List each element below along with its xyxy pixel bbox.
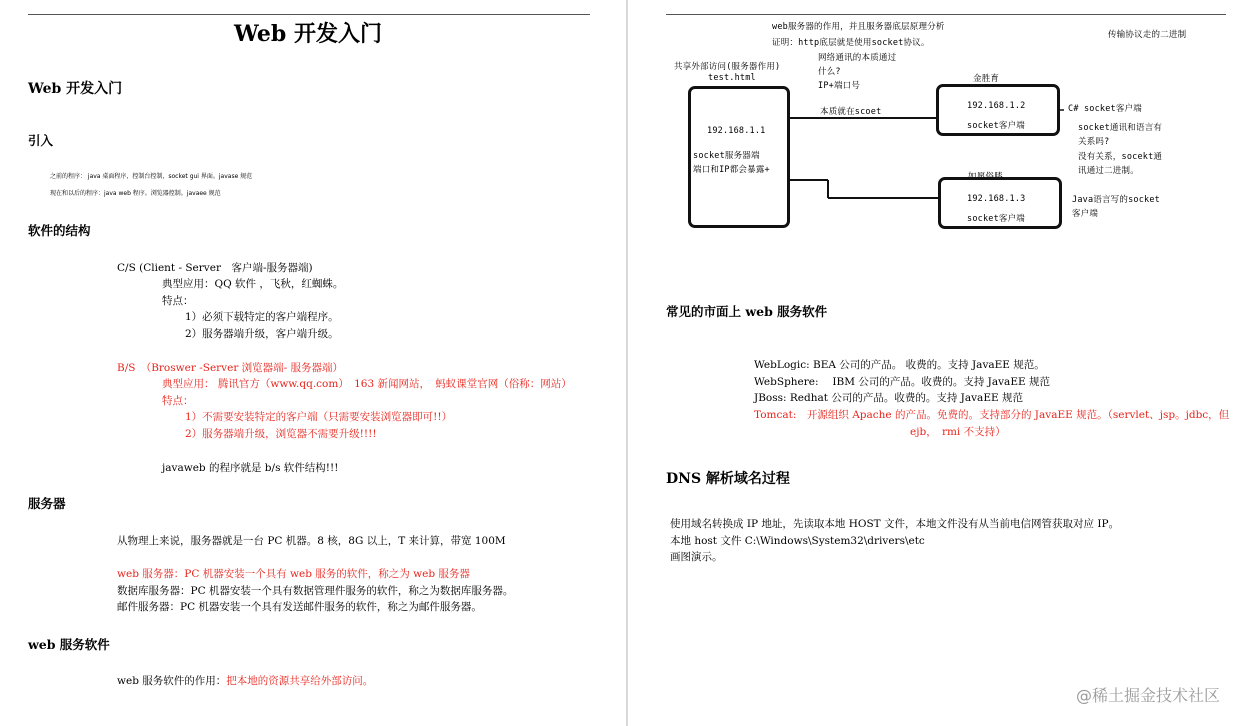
market-jboss: JBoss: Redhat 公司的产品。收费的。支持 JavaEE 规范: [754, 392, 1023, 404]
note-java-2: 客户端: [1072, 209, 1099, 219]
bs-note: javaweb 的程序就是 b/s 软件结构!!!: [162, 462, 339, 474]
server-box: [688, 86, 790, 228]
bs-typical-app: 典型应用： 腾讯官方（www.qq.com） 163 新闻网站， 蚂蚁课堂官网（俗称：网站）: [162, 378, 572, 390]
note-top-right: 传输协议走的二进制: [1108, 30, 1187, 40]
web-software-desc-highlight: 把本地的资源共享给外部访问。: [226, 675, 374, 687]
note-csharp-3: 关系吗?: [1078, 137, 1110, 147]
note-top-2: 证明：http底层就是使用socket协议。: [772, 38, 930, 48]
page-title: Web 开发入门: [234, 21, 382, 47]
note-comm-1: 网络通讯的本质通过: [818, 53, 897, 63]
label-essence: 本质就在scoet: [820, 107, 882, 117]
note-top-1: web服务器的作用，并且服务器底层原理分析: [772, 22, 945, 32]
market-websphere: WebSphere: IBM 公司的产品。收费的。支持 JavaEE 规范: [754, 376, 1050, 388]
client-box-2: [938, 177, 1062, 229]
section-heading-server: 服务器: [28, 496, 66, 511]
dns-line-3: 画图演示。: [670, 551, 723, 563]
bs-feature-label: 特点：: [162, 395, 194, 407]
client2-ip: 192.168.1.3: [967, 194, 1026, 204]
dns-line-1: 使用域名转换成 IP 地址，先读取本地 HOST 文件，本地文件没有从当前电信网管获取对应 IP。: [670, 518, 1120, 530]
server-ip: 192.168.1.1: [707, 126, 766, 136]
section-heading-web: Web 开发入门: [28, 81, 123, 97]
cs-feature-2: 2）服务器端升级，客户端升级。: [185, 328, 339, 340]
web-server-desc: web 服务器：PC 机器安装一个具有 web 服务的软件，称之为 web 服务器: [117, 568, 470, 580]
note-csharp-1: C# socket客户端: [1068, 104, 1142, 114]
web-software-desc: [117, 673, 373, 688]
label-yuyuan: 如愿俗膝: [968, 172, 1003, 182]
file-name: test.html: [708, 73, 756, 83]
client2-label: socket客户端: [967, 214, 1026, 224]
label-jinsheng: 金胜育: [973, 74, 1000, 84]
note-csharp-4: 没有关系，socekt通: [1078, 152, 1163, 162]
client-box-1: [936, 84, 1060, 136]
db-server-desc: 数据库服务器：PC 机器安装一个具有数据管理件服务的软件，称之为数据库服务器。: [117, 585, 514, 597]
bs-feature-2: 2）服务器端升级，浏览器不需要升级!!!!: [185, 428, 377, 440]
dns-line-2: 本地 host 文件 C:\Windows\System32\drivers\etc: [670, 535, 925, 547]
note-csharp-2: socket通讯和语言有: [1078, 123, 1163, 133]
web-software-desc-prefix: web 服务软件的作用：: [117, 675, 227, 687]
section-heading-market: 常见的市面上 web 服务软件: [666, 304, 828, 319]
client1-ip: 192.168.1.2: [967, 101, 1026, 111]
header-rule: [28, 14, 590, 15]
intro-line-1: 之前的程序： java 桌面程序，控制台控制，socket gui 界面。javase 规范: [50, 173, 253, 180]
section-heading-intro: 引入: [28, 133, 54, 148]
section-heading-structure: 软件的结构: [28, 223, 91, 238]
intro-line-2: 现在和以后的程序：java web 程序。浏览器控制。javaee 规范: [50, 190, 221, 197]
watermark-text: @稀土掘金技术社区: [1075, 686, 1220, 705]
note-comm-3: IP+端口号: [818, 81, 861, 91]
cs-title: C/S (Client - Server 客户端-服务器端): [117, 262, 313, 274]
client1-label: socket客户端: [967, 121, 1026, 131]
note-csharp-5: 讯通过二进制。: [1078, 166, 1139, 176]
note-comm-2: 什么?: [818, 67, 841, 77]
cs-feature-label: 特点：: [162, 295, 194, 307]
cs-typical-app: 典型应用：QQ 软件 ，飞秋，红蜘蛛。: [162, 278, 344, 290]
mail-server-desc: 邮件服务器：PC 机器安装一个具有发送邮件服务的软件，称之为邮件服务器。: [117, 601, 482, 613]
cs-feature-1: 1）必须下载特定的客户端程序。: [185, 311, 339, 323]
note-share: 共享外部访问(服务器作用): [674, 62, 781, 72]
server-desc: 从物理上来说，服务器就是一台 PC 机器。8 核，8G 以上，T 来计算，带宽 100M: [117, 535, 506, 547]
market-tomcat-2: ejb， rmi 不支持）: [910, 426, 1006, 438]
server-line-1: socket服务器端: [693, 151, 760, 161]
market-tomcat-1: Tomcat: 开源组织 Apache 的产品。免费的。支持部分的 JavaEE 规范。（servlet、jsp。jdbc，但: [754, 409, 1230, 421]
section-heading-web-software: web 服务软件: [28, 637, 110, 652]
section-heading-dns: DNS 解析域名过程: [666, 471, 790, 487]
bs-feature-1: 1）不需要安装特定的客户端（只需要安装浏览器即可!!）: [185, 411, 453, 423]
market-weblogic: WebLogic: BEA 公司的产品。 收费的。支持 JavaEE 规范。: [754, 359, 1045, 371]
server-line-2: 端口和IP都会暴露+: [693, 165, 770, 175]
note-java-1: Java语言写的socket: [1072, 195, 1160, 205]
right-page: [628, 0, 1240, 726]
bs-title: B/S （Broswer -Server 浏览器端- 服务器端）: [117, 362, 344, 374]
